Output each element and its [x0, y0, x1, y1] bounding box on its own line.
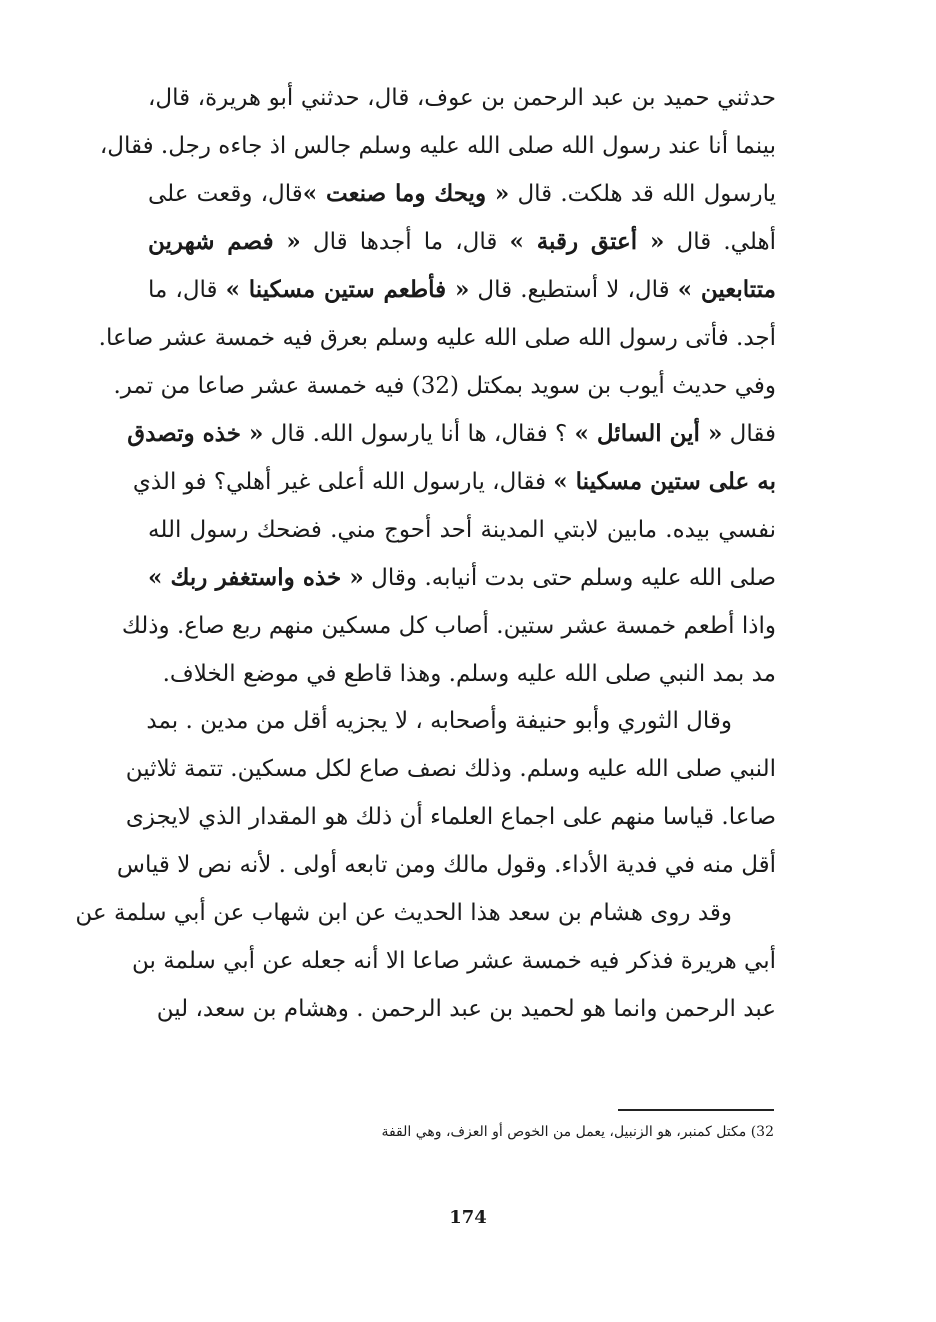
emphasis: « خذه واستغفر ربك » — [148, 564, 364, 591]
text-line: أقل منه في فدية الأداء. وقول مالك ومن تابعه أولى . لأنه نص لا قياس — [116, 852, 776, 878]
text-line: يارسول الله قد هلكت. قال « ويحك وما صنعت »قال، وقعت على — [148, 180, 776, 207]
text-line: متتابعين » قال، لا أستطيع. قال « فأطعم ستين مسكينا » قال، ما — [148, 276, 776, 303]
text-line: وفي حديث أيوب بن سويد بمكتل (32) فيه خمسة عشر صاعا من تمر. — [113, 373, 776, 399]
text-line: وقال الثوري وأبو حنيفة وأصحابه ، لا يجزيه أقل من مدين . بمد — [146, 708, 732, 734]
text-line: وقد روى هشام بن سعد هذا الحديث عن ابن شهاب عن أبي سلمة عن — [75, 900, 732, 926]
emphasis: « خذه وتصدق — [127, 420, 264, 447]
footnote-separator — [618, 1109, 774, 1111]
text-line: أهلي. قال « أعتق رقبة » قال، ما أجدها قال « فصم شهرين — [148, 228, 776, 255]
paragraph-2 — [75, 697, 776, 1033]
text-line: نفسي بيده. مابين لابتي المدينة أحد أحوج مني. فضحك رسول الله — [148, 517, 776, 543]
paragraph-1 — [98, 74, 776, 698]
text-line: صلى الله عليه وسلم حتى بدت أنيابه. وقال « خذه واستغفر ربك » — [148, 564, 776, 591]
emphasis: « فصم شهرين — [148, 228, 301, 255]
footnote: 32) مكتل كمنبر، هو الزنبيل، يعمل من الخوص أو العزف، وهي القفة — [381, 1124, 774, 1140]
page-number: 174 — [449, 1207, 487, 1228]
emphasis: متتابعين » — [677, 276, 776, 303]
text-line: بينما أنا عند رسول الله صلى الله عليه وسلم جالس اذ جاءه رجل. فقال، — [99, 133, 776, 159]
text-line: به على ستين مسكينا » فقال، يارسول الله أعلى غير أهلي؟ فو الذي — [132, 468, 776, 495]
text-line: فقال « أين السائل » ؟ فقال، ها أنا يارسول الله. قال « خذه وتصدق — [127, 420, 776, 447]
text-line: عبد الرحمن وانما هو لحميد بن عبد الرحمن . وهشام بن سعد، لين — [156, 996, 776, 1022]
text-line: أبي هريرة فذكر فيه خمسة عشر صاعا الا أنه جعله عن أبي سلمة بن — [131, 948, 776, 974]
text-line: أجد. فأتى رسول الله صلى الله عليه وسلم بعرق فيه خمسة عشر صاعا. — [98, 325, 776, 351]
text-line: واذا أطعم خمسة عشر ستين. أصاب كل مسكين منهم ربع صاع. وذلك — [121, 613, 776, 639]
emphasis: « ويحك وما صنعت » — [302, 180, 510, 207]
emphasis: « أعتق رقبة » — [509, 228, 665, 255]
text-line: مد بمد النبي صلى الله عليه وسلم. وهذا قاطع في موضع الخلاف. — [162, 661, 776, 687]
emphasis: « فأطعم ستين مسكينا » — [225, 276, 470, 303]
text-line: حدثني حميد بن عبد الرحمن بن عوف، قال، حدثني أبو هريرة، قال، — [148, 85, 776, 111]
emphasis: به على ستين مسكينا » — [553, 468, 776, 495]
emphasis: « أين السائل » — [574, 420, 723, 447]
text-line: صاعا. قياسا منهم على اجماع العلماء أن ذلك هو المقدار الذي لايجزى — [125, 804, 776, 830]
text-line: النبي صلى الله عليه وسلم. وذلك نصف صاع لكل مسكين. تتمة ثلاثين — [125, 756, 776, 782]
